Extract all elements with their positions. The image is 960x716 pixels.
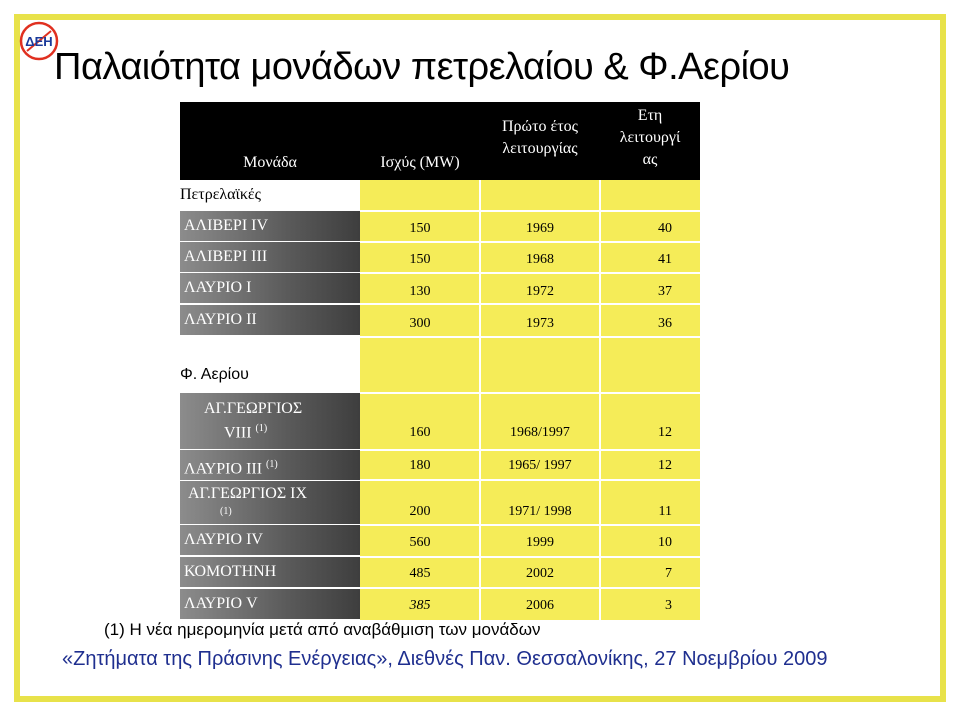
cell-power: 385 <box>409 598 431 613</box>
cell-year: 1968 <box>526 252 554 267</box>
row-divider <box>360 272 700 274</box>
row-label: ΛΑΥΡΙΟ V <box>180 589 360 619</box>
row-divider <box>360 303 700 305</box>
row-divider <box>360 479 700 481</box>
header-first-year: Πρώτο έτος λειτουργίας <box>480 102 600 180</box>
svg-text:ΔΕΗ: ΔΕΗ <box>25 34 53 49</box>
cell-year: 1999 <box>526 535 554 550</box>
row-label: ΑΛΙΒΕΡΙ III <box>180 242 360 272</box>
row-divider <box>360 524 700 526</box>
cell-age: 10 <box>658 535 672 550</box>
row-label: ΛΑΥΡΙΟ ΙΙ <box>180 305 360 335</box>
cell-age: 11 <box>658 504 672 519</box>
conference-caption: «Ζητήματα της Πράσινης Ενέργειας», Διεθνές Παν. Θεσσαλονίκης, 27 Νοεμβρίου 2009 <box>62 648 828 670</box>
footnote: (1) Η νέα ημερομηνία μετά από αναβάθμιση των μονάδων <box>104 620 541 639</box>
column-divider <box>479 180 481 620</box>
cell-year: 1968/1997 <box>510 425 570 440</box>
cell-power: 130 <box>409 284 431 299</box>
section-gas: Φ. Αερίου <box>180 366 249 383</box>
cell-power: 560 <box>409 535 431 550</box>
row-label: ΛΑΥΡΙΟ IV <box>180 525 360 555</box>
cell-year: 2006 <box>526 598 554 613</box>
cell-age: 40 <box>658 221 672 236</box>
table-body-cells <box>360 180 700 620</box>
cell-power: 180 <box>409 458 431 473</box>
cell-year: 1971/ 1998 <box>508 504 572 519</box>
cell-year: 1965/ 1997 <box>508 458 572 473</box>
slide-title: Παλαιότητα μονάδων πετρελαίου & Φ.Αερίου <box>54 46 790 88</box>
cell-power: 200 <box>409 504 431 519</box>
row-label: ΑΛΙΒΕΡΙ IV <box>180 211 360 241</box>
cell-age: 37 <box>658 284 672 299</box>
cell-power: 150 <box>409 221 431 236</box>
cell-power: 485 <box>409 566 431 581</box>
section-oil: Πετρελαϊκές <box>180 186 261 203</box>
header-years: Ετη λειτουργί ας <box>600 102 700 180</box>
row-divider <box>360 392 700 394</box>
row-divider <box>360 210 700 212</box>
cell-age: 12 <box>658 458 672 473</box>
row-label: ΚΟΜΟΤΗΝΗ <box>180 557 360 587</box>
header-power: Ισχύς (MW) <box>360 102 480 180</box>
cell-age: 12 <box>658 425 672 440</box>
row-label: ΛΑΥΡΙΟ ΙΙΙ $^{(1)}$ <box>180 450 360 480</box>
cell-power: 160 <box>409 425 431 440</box>
cell-year: 2002 <box>526 566 554 581</box>
column-divider <box>599 180 601 620</box>
row-label: ΑΓ.ΓΕΩΡΓΙΟΣ VIII $^{(1)}$ <box>180 393 360 449</box>
cell-power: 150 <box>409 252 431 267</box>
cell-age: 36 <box>658 316 672 331</box>
header-unit: Μονάδα <box>180 102 360 180</box>
row-divider <box>360 449 700 451</box>
row-divider <box>360 556 700 558</box>
cell-age: 3 <box>665 598 672 613</box>
cell-year: 1973 <box>526 316 554 331</box>
cell-age: 7 <box>665 566 672 581</box>
row-label: ΑΓ.ΓΕΩΡΓΙΟΣ ΙΧ $^{(1)}$ <box>180 481 360 524</box>
cell-year: 1969 <box>526 221 554 236</box>
cell-power: 300 <box>409 316 431 331</box>
row-divider <box>360 336 700 338</box>
cell-year: 1972 <box>526 284 554 299</box>
row-divider <box>360 587 700 589</box>
cell-age: 41 <box>658 252 672 267</box>
row-divider <box>360 241 700 243</box>
row-label: ΛΑΥΡΙΟ Ι <box>180 273 360 303</box>
